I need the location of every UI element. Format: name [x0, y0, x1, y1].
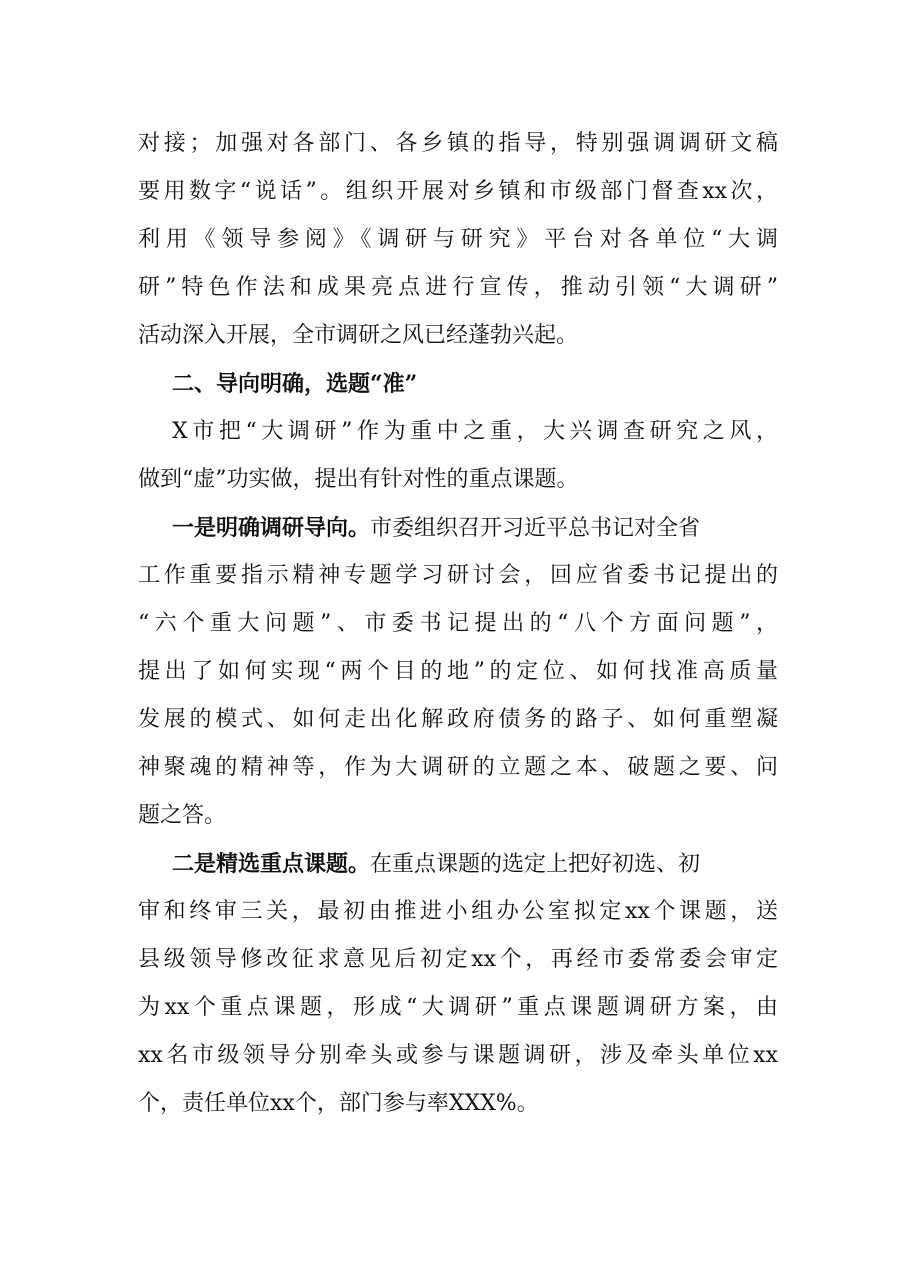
paragraph-4-line-3: 县级领导修改征求意见后初定xx个，再经市委常委会审定 [138, 947, 778, 972]
paragraph-3-line-4: 提出了如何实现“两个目的地”的定位、如何找准高质量 [138, 659, 778, 684]
paragraph-3-lead: 一是明确调研导向。 [172, 515, 371, 541]
paragraph-3-line-7: 题之答。 [138, 803, 227, 828]
paragraph-1-line-3: 利用《领导参阅》《调研与研究》平台对各单位“大调 [138, 227, 778, 252]
paragraph-4-line-1 [172, 848, 778, 881]
paragraph-1-line-2: 要用数字“说话”。组织开展对乡镇和市级部门督查xx次， [138, 179, 778, 204]
paragraph-3-line-2: 工作重要指示精神专题学习研讨会，回应省委书记提出的 [138, 563, 778, 588]
paragraph-1-line-1: 对接；加强对各部门、各乡镇的指导，特别强调调研文稿 [138, 131, 778, 156]
paragraph-3-line-6: 神聚魂的精神等，作为大调研的立题之本、破题之要、问 [138, 755, 778, 780]
paragraph-3-line-3: “六个重大问题”、市委书记提出的“八个方面问题”， [138, 611, 778, 636]
paragraph-3-line-1 [172, 512, 778, 545]
paragraph-4-line-4: 为xx个重点课题，形成“大调研”重点课题调研方案，由 [138, 995, 778, 1020]
paragraph-1-line-5: 活动深入开展，全市调研之风已经蓬勃兴起。 [138, 323, 579, 348]
paragraph-3-line-5: 发展的模式、如何走出化解政府债务的路子、如何重塑凝 [138, 707, 778, 732]
paragraph-2-line-2: 做到“虚”功实做，提出有针对性的重点课题。 [138, 467, 579, 492]
section-heading: 二、导向明确，选题“准” [172, 371, 418, 397]
paragraph-2-line-1: X市把“大调研”作为重中之重，大兴调查研究之风， [172, 419, 778, 444]
paragraph-4-line-1-text: 在重点课题的选定上把好初选、初 [370, 852, 701, 877]
paragraph-4-line-5: xx名市级领导分别牵头或参与课题调研，涉及牵头单位xx [138, 1043, 778, 1068]
paragraph-1-line-4: 研”特色作法和成果亮点进行宣传，推动引领“大调研” [138, 275, 778, 300]
paragraph-4-lead: 二是精选重点课题。 [172, 851, 371, 877]
paragraph-4-line-2: 审和终审三关，最初由推进小组办公室拟定xx个课题，送 [138, 899, 778, 924]
paragraph-4-line-6: 个，责任单位xx个，部门参与率XXX%。 [138, 1091, 539, 1116]
paragraph-3-line-1-text: 市委组织召开习近平总书记对全省 [370, 516, 701, 541]
